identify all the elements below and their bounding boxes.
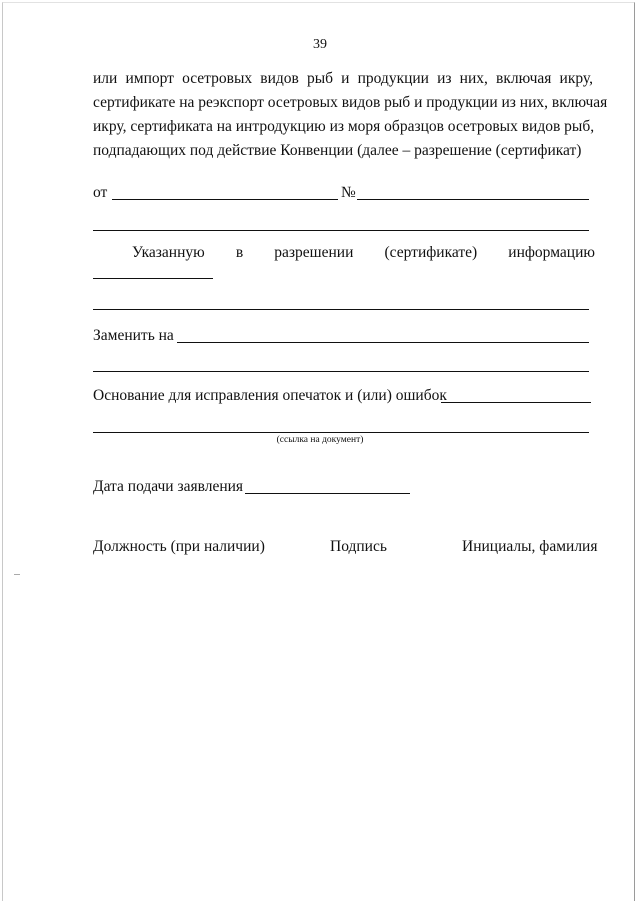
number-label: №: [341, 184, 356, 201]
intro-line-4: подпадающих под действие Конвенции (далее – разрешение (сертификат): [93, 142, 582, 159]
info-word-1: Указанную: [132, 244, 205, 261]
info-word-2: в: [235, 244, 244, 261]
info-word-5: информацию: [508, 244, 595, 261]
link-caption: (ссылка на документ): [276, 435, 364, 445]
date-label: Дата подачи заявления: [93, 478, 244, 495]
info-word-3: разрешении: [274, 244, 354, 261]
signature-label: Подпись: [330, 538, 387, 555]
info-word-4: (сертификате): [384, 244, 478, 261]
blank-line-3[interactable]: [93, 371, 589, 372]
from-label: от: [93, 184, 108, 201]
basis-label: Основание для исправления опечаток и (или) ошибок: [93, 387, 447, 404]
intro-line-1: или импорт осетровых видов рыб и продукции из них, включая икру,: [93, 70, 593, 87]
blank-line-2[interactable]: [93, 309, 589, 310]
replace-field[interactable]: [177, 342, 589, 343]
intro-line-3: икру, сертификата на интродукцию из моря образцов осетровых видов рыб,: [93, 118, 595, 135]
basis-link-field[interactable]: [93, 432, 589, 433]
from-date-field[interactable]: [112, 199, 338, 200]
page-border: [2, 2, 635, 901]
date-field[interactable]: [245, 493, 410, 494]
info-sentence: [132, 244, 595, 262]
info-field[interactable]: [93, 278, 213, 279]
basis-field[interactable]: [441, 402, 591, 403]
position-label: Должность (при наличии): [93, 538, 265, 555]
name-label: Инициалы, фамилия: [462, 538, 598, 555]
blank-line-1[interactable]: [93, 230, 589, 231]
page-number: 39: [313, 37, 327, 52]
margin-mark: [14, 574, 20, 575]
replace-label: Заменить на: [93, 327, 174, 344]
number-field[interactable]: [357, 199, 589, 200]
intro-line-2: сертификате на реэкспорт осетровых видов рыб и продукции из них, включая: [93, 94, 608, 111]
